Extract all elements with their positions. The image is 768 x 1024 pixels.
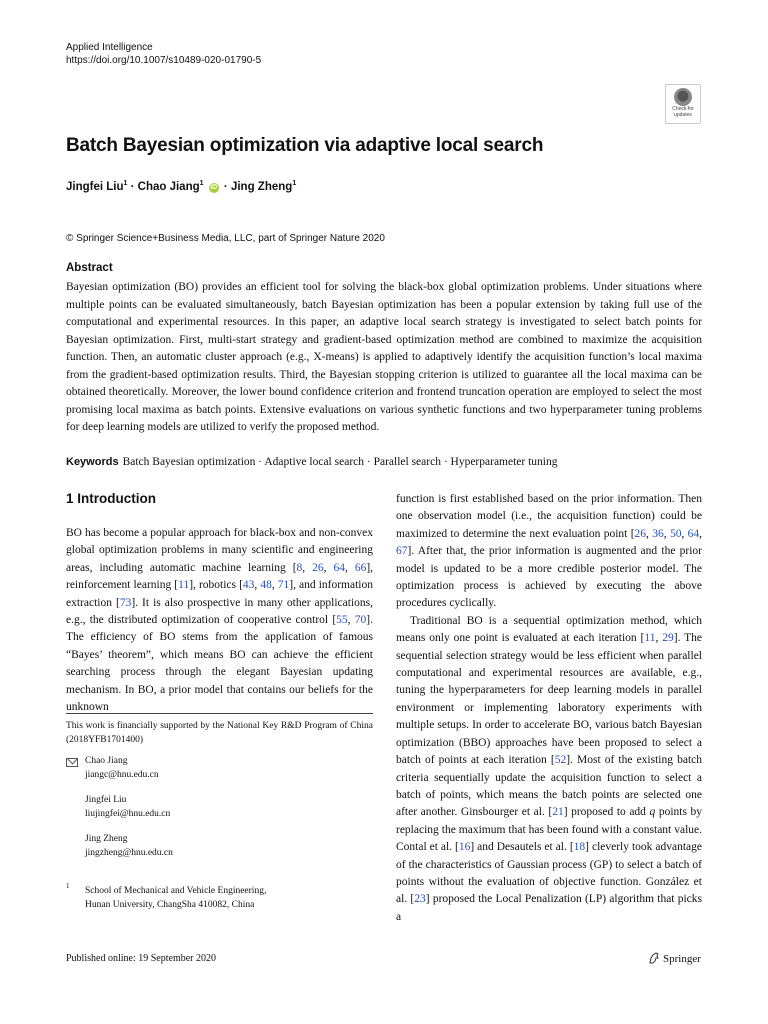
contact-name: Jing Zheng [85,834,128,844]
text-run: , [302,561,313,574]
text-run: ]. The efficiency of BO stems from the application of famous “Bayes’ theorem”, which means BO can achieve the efficient searching process through the elegant Bayesian updating mechanism. In BO, a prior model that contains our beliefs for the unknown [66,614,374,714]
text-run: ]. Most of the existing batch criteria sequentially update the acquisition function to select a batch of points, which means the batch points are selected one after another. Ginsbourger et al. [ [396,754,702,819]
text-run: ]. The sequential selection strategy would be less efficient when parallel computational and experimental resources are available, e.g., tuning the hyperparameters for deep learning models in parallel environment or implementing laboratory experiments with multiple setups. In order to accelerate BO, various batch Bayesian optimization (BBO) approaches have been proposed to select a batch of points at each iteration [ [396,632,703,767]
citation-link[interactable]: 71 [277,579,290,592]
orcid-icon[interactable]: iD [210,183,218,191]
affiliation-marker: 1 [199,180,204,187]
abstract-text: Bayesian optimization (BO) provides an efficient tool for solving the black-box global optimization problems. Under situations where multiple points can be evaluated simultaneously, batch Bayesian optimization has been a popular extension by taking full use of the computational and experimental resources. In this paper, an adaptive local search strategy is investigated to select batch points for Bayesian optimization. First, multi-start strategy and gradient-based optimization method are combined to maximize the acquisition function. Then, an automatic cluster approach (e.g., X-means) is applied to adaptively identify the acquisition function’s local maxima from the gradient-based optimization results. Third, the Bayesian stopping criterion is utilized to guarantee all the local maxima can be obtained theoretically. Moreover, the lower bound confidence criterion and frontend truncation operation are employed to select the most promising local maxima as batch points. Extensive evaluations on various synthetic functions and two hyperparameter tuning problems for deep learning models are utilized to verify the proposed method. [66,281,702,433]
contact-email[interactable]: jingzheng@hnu.edu.cn [85,847,173,858]
springer-horse-icon [648,952,660,964]
publisher-name: Springer [663,953,701,965]
text-run: points by replacing the maximum that has been found with a constant value. Contal et al. [ [396,806,702,854]
envelope-icon[interactable] [66,758,78,767]
text-run: , [271,579,278,592]
text-run: Traditional BO is a sequential optimization method, which means only one point is evaluated at each iteration [ [396,614,702,645]
citation-link[interactable]: 64 [333,561,345,574]
affiliation-line: School of Mechanical and Vehicle Engineering, [85,886,267,896]
citation-link[interactable]: 48 [260,579,272,592]
affiliation-line: Hunan University, ChangSha 410082, China [85,900,255,910]
author-name[interactable]: Jing Zheng [230,180,293,193]
funding-note: This work is financially supported by the National Key R&D Program of China (2018YFB1701400) [66,721,373,745]
author-contact [85,833,173,860]
author-contact [85,794,170,821]
text-run: , [347,614,355,627]
text-run: ], and information extraction [ [66,579,374,609]
citation-link[interactable]: 11 [178,579,190,592]
paragraph [396,613,702,926]
text-run: ] proposed to add [563,806,650,819]
right-column [396,491,702,926]
text-run: , [655,632,663,645]
keywords-heading: Keywords [66,456,119,468]
text-run: , [344,561,355,574]
text-run: , [663,527,670,540]
text-run: ], robotics [ [189,579,243,592]
contact-email[interactable]: jiangc@hnu.edu.cn [85,769,159,780]
citation-link[interactable]: 26 [312,561,324,574]
text-run: , [681,527,688,540]
paragraph [396,491,702,613]
text-run: , [323,561,334,574]
doi-link[interactable]: https://doi.org/10.1007/s10489-020-01790-5 [66,55,262,66]
citation-link[interactable]: 36 [652,527,664,540]
badge-label-2: updates [674,111,692,118]
contact-email[interactable]: liujingfei@hnu.edu.cn [85,808,171,819]
text-run: , [646,527,653,540]
author-separator: · [127,180,138,193]
citation-link[interactable]: 70 [354,614,367,627]
journal-header [66,41,261,67]
citation-link[interactable]: 66 [354,561,367,574]
author-list [66,180,296,193]
author-name[interactable]: Jingfei Liu [66,180,124,193]
citation-link[interactable]: 67 [396,545,408,558]
affiliation-marker: 1 [292,180,297,187]
footnote-divider [66,713,373,714]
citation-link[interactable]: 11 [644,632,656,645]
contact-name: Chao Jiang [85,756,128,766]
citation-link[interactable]: 55 [336,614,348,627]
paragraph [66,525,373,716]
author-name[interactable]: Chao Jiang [137,180,200,193]
text-run: ]. It is also prospective in many other applications, e.g., the distributed optimization of cooperative control [ [66,596,373,627]
left-column [66,525,373,716]
affiliation [85,884,266,912]
text-run: function is first established based on the prior information. Then one observation model (i.e., the acquisition function) could be maximized to determine the next evaluation point [ [396,493,702,540]
text-run: ] and Desautels et al. [ [470,841,574,854]
citation-link[interactable]: 26 [634,527,647,540]
check-for-updates-badge[interactable] [665,84,701,124]
paper-title: Batch Bayesian optimization via adaptive local search [66,135,544,156]
text-run: BO has become a popular approach for black-box and non-convex global optimization problems in many scientific and engineering areas, including automatic machine learning [ [66,527,373,574]
abstract-heading: Abstract [66,262,113,274]
text-run: ]. After that, the prior information is augmented and the prior model is updated to be a more credible posterior model. The optimization process is achieved by executing the above procedures cyclically. [396,545,702,610]
contact-name: Jingfei Liu [85,795,127,805]
badge-label-1: Check for [672,106,694,112]
keywords-line [66,456,558,468]
citation-link[interactable]: 52 [554,754,567,767]
citation-link[interactable]: 21 [552,806,564,819]
publication-date: Published online: 19 September 2020 [66,953,216,964]
text-run: , [699,527,703,540]
citation-link[interactable]: 16 [458,841,471,854]
citation-link[interactable]: 18 [573,841,586,854]
citation-link[interactable]: 29 [662,632,674,645]
keywords-text: Batch Bayesian optimization · Adaptive local search · Parallel search · Hyperparameter tuning [122,456,558,468]
citation-link[interactable]: 73 [119,596,132,609]
text-run: ] cleverly took advantage of the characteristics of Gaussian process (GP) to select a batch of points without the evaluation of objective function. González et al. [ [396,841,702,906]
journal-name: Applied Intelligence [66,42,153,53]
affiliation-number: 1 [66,882,70,890]
citation-link[interactable]: 43 [242,579,255,592]
affiliation-marker: 1 [123,180,128,187]
text-run: , [254,579,261,592]
text-run: ], reinforcement learning [ [66,561,374,592]
citation-link[interactable]: 23 [414,893,426,906]
citation-link[interactable]: 50 [669,527,682,540]
math-variable: q [649,806,656,819]
text-run: ] proposed the Local Penalization (LP) algorithm that picks a [396,893,702,923]
check-updates-icon [674,88,692,106]
publisher-logo[interactable] [648,952,701,965]
citation-link[interactable]: 8 [296,561,303,574]
section-heading-introduction: 1 Introduction [66,491,156,506]
citation-link[interactable]: 64 [687,527,700,540]
author-separator: · [220,180,231,193]
copyright-notice: © Springer Science+Business Media, LLC, part of Springer Nature 2020 [66,233,385,244]
corresponding-author [85,755,159,782]
